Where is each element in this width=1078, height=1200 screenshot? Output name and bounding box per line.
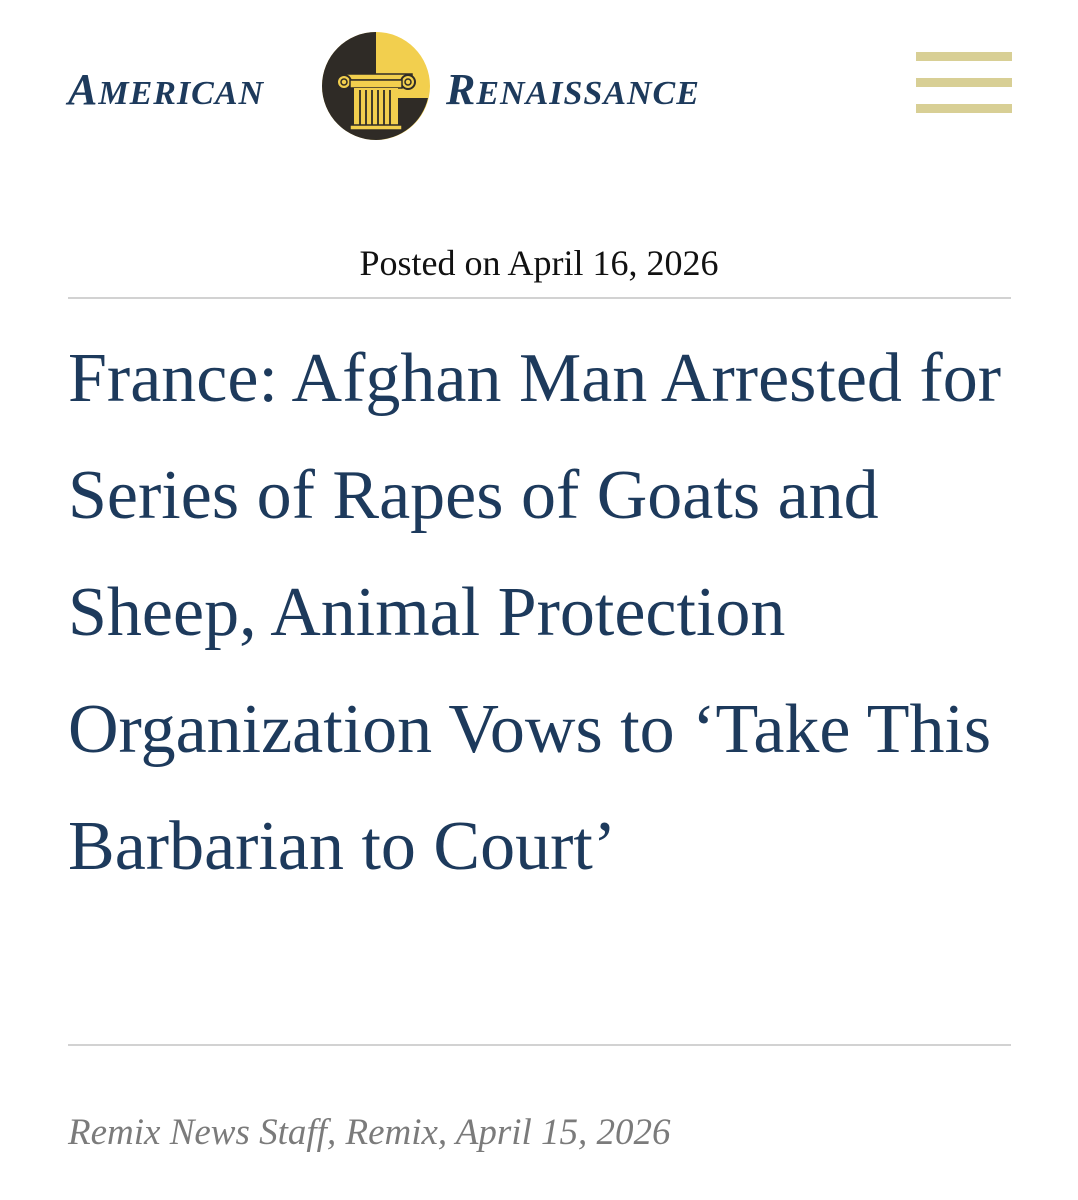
ionic-column-icon xyxy=(320,30,432,142)
logo-word-american: AMERICAN xyxy=(68,65,265,114)
site-header xyxy=(0,0,1078,150)
article-headline: France: Afghan Man Arrested for Series of Rapes of Goats and Sheep, Animal Protection Organization Vows to ‘Take This Barbarian to Court’ xyxy=(68,340,1002,885)
divider xyxy=(68,297,1011,299)
article-byline: Remix News Staff, Remix, April 15, 2026 xyxy=(68,1112,671,1153)
site-logo[interactable] xyxy=(68,30,738,140)
menu-bar xyxy=(916,78,1012,87)
menu-bar xyxy=(916,104,1012,113)
post-date: Posted on April 16, 2026 xyxy=(359,243,719,283)
divider xyxy=(68,1044,1011,1046)
menu-bar xyxy=(916,52,1012,61)
hamburger-menu-icon[interactable] xyxy=(916,52,1012,114)
logo-word-renaissance: RENAISSANCE xyxy=(446,65,700,114)
